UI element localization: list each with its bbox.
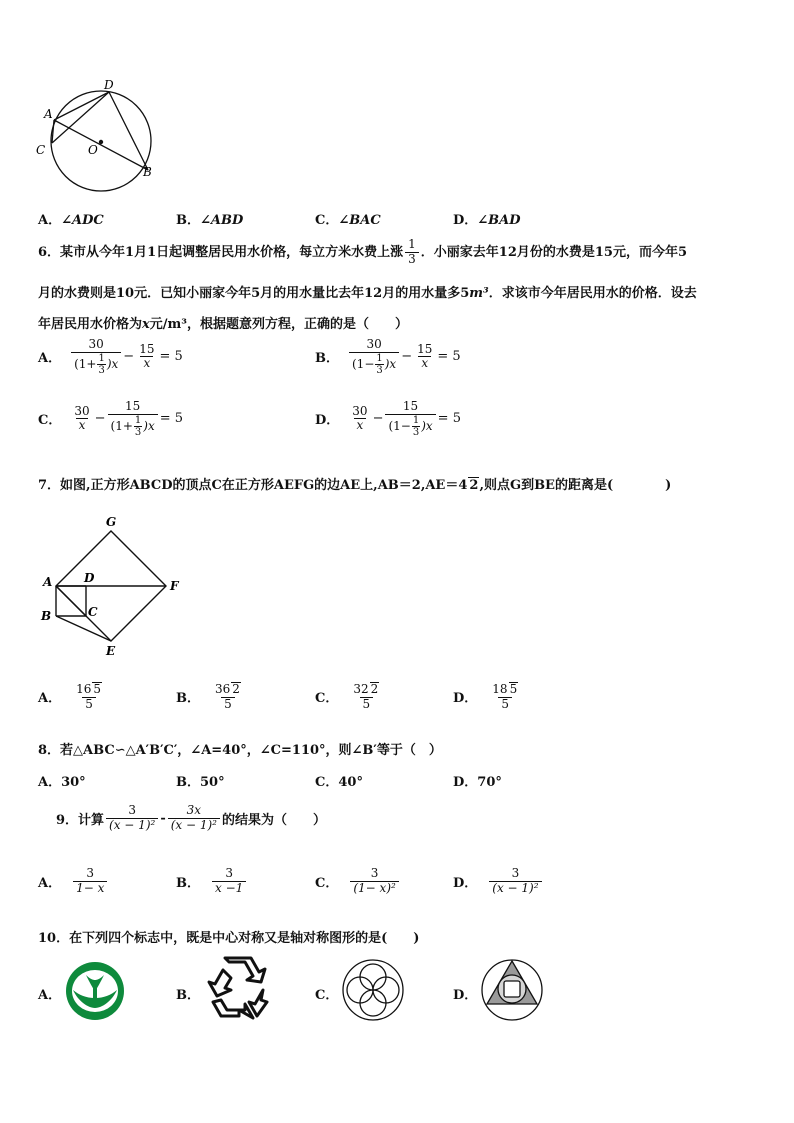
q6-line1: [38, 238, 687, 267]
q7-option-a[interactable]: [38, 682, 107, 712]
coefficient: 36: [215, 682, 231, 696]
den-part: )x: [421, 418, 433, 433]
frac-num: 3: [128, 803, 136, 817]
q6-line3: [38, 313, 408, 332]
frac-den: (x − 1)²: [489, 881, 541, 896]
frac-num: 1: [412, 414, 420, 426]
option-letter: D．: [453, 213, 478, 228]
q5-option-b[interactable]: [176, 209, 243, 228]
option-letter: C．: [315, 691, 339, 707]
option-text: 40°: [338, 775, 363, 790]
minus-sign: −: [401, 349, 413, 365]
frac-num: 3: [511, 866, 520, 880]
q8-option-c[interactable]: [315, 771, 363, 790]
option-letter: B．: [176, 691, 200, 707]
sqrt-symbol: [92, 682, 102, 697]
frac-num: 3: [86, 866, 95, 880]
coefficient: 16: [76, 682, 92, 696]
sqrt-symbol: [468, 477, 479, 493]
q6-text: ．小丽家去年12月份的水费是15元，而今年5: [420, 244, 688, 260]
option-letter: B．: [176, 213, 200, 228]
q8-option-d[interactable]: [453, 771, 502, 790]
fraction: [71, 338, 121, 376]
radicand: 5: [93, 682, 102, 696]
minus-sign: -: [160, 810, 166, 826]
q6-text: ，根据题意列方程，正确的是（ ）: [186, 317, 408, 332]
label-C: C: [36, 143, 46, 157]
fraction: [136, 343, 157, 372]
frac-den: (x − 1)²: [168, 818, 220, 833]
frac-den: [108, 414, 158, 438]
option-letter: A．: [38, 691, 62, 707]
frac-den: 5: [498, 697, 512, 712]
frac-num: 3: [370, 866, 379, 880]
frac-den: 3: [412, 426, 420, 438]
frac-num: 30: [352, 403, 368, 418]
q10-option-d-letter[interactable]: D．: [453, 988, 478, 1003]
equation-rhs: = 5: [159, 349, 183, 365]
frac-den: [71, 352, 121, 376]
option-letter: A．: [38, 351, 62, 367]
frac-num: 3: [225, 866, 233, 880]
frac-den: x: [140, 356, 153, 371]
small-fraction: [412, 415, 420, 438]
frac-num: [73, 682, 105, 697]
fraction: [349, 338, 399, 376]
sqrt-symbol: [370, 682, 380, 697]
fraction: [489, 682, 521, 712]
frac-den: (1− x)²: [350, 881, 398, 896]
label-O: O: [88, 143, 98, 157]
q9-text: 的结果为（ ）: [221, 812, 326, 828]
fraction: [489, 867, 541, 896]
frac-num: [350, 682, 382, 697]
q10-option-b-letter[interactable]: B．: [176, 988, 200, 1003]
label-A: A: [44, 107, 53, 121]
frac-num: 1: [98, 352, 105, 364]
fraction: [71, 405, 92, 434]
option-text: 70°: [477, 775, 502, 790]
label-B: B: [143, 165, 152, 179]
coefficient: 32: [353, 682, 369, 696]
option-text: 50°: [200, 775, 225, 790]
frac-num: 3x: [186, 803, 202, 817]
frac-den: x: [418, 356, 431, 371]
equation-rhs: = 5: [437, 411, 461, 427]
q7-text: ,则点G到BE的距离是( ): [479, 478, 672, 493]
minus-sign: −: [94, 411, 106, 427]
q6-text: 年居民用水价格为: [38, 317, 143, 332]
frac-num: 15: [417, 341, 433, 356]
label-C: C: [88, 605, 98, 619]
q9-option-d[interactable]: [453, 867, 544, 896]
fraction: [73, 682, 105, 712]
frac-den: 3: [376, 364, 383, 376]
option-letter: D．: [453, 775, 478, 790]
frac-den: [349, 352, 399, 376]
q6-var: x: [142, 317, 150, 332]
q6-option-d[interactable]: [315, 400, 461, 438]
option-letter: C．: [38, 413, 62, 429]
label-B: B: [41, 609, 52, 623]
minus-sign: −: [123, 349, 135, 365]
frac-den: 3: [405, 252, 419, 267]
frac-den: 1− x: [73, 881, 107, 896]
label-D: D: [104, 78, 114, 92]
q7-stem: [38, 474, 671, 493]
recycle-logo-icon: [205, 956, 271, 1022]
frac-num: 15: [125, 399, 141, 413]
q7-option-b[interactable]: [176, 682, 246, 712]
frac-den: 5: [360, 697, 374, 712]
option-letter: C．: [315, 213, 339, 228]
coefficient: 18: [492, 682, 508, 696]
frac-num: [212, 682, 244, 697]
label-D: D: [84, 571, 95, 585]
triangle-circle-square-logo-icon: [480, 956, 544, 1022]
q6-text: 月的水费则是10元．已知小丽家今年5月的用水量比去年12月的用水量多5: [38, 286, 470, 301]
frac-den: 3: [134, 426, 142, 438]
frac-den: 5: [82, 697, 96, 712]
den-part: (1+: [110, 418, 133, 433]
fraction: [350, 867, 398, 896]
q9-text: 9．计算: [56, 812, 105, 828]
option-letter: D．: [453, 691, 478, 707]
q8-option-b[interactable]: [176, 771, 225, 790]
frac-num: 1: [134, 414, 142, 426]
label-F: F: [170, 579, 179, 593]
den-part: )x: [106, 356, 119, 371]
q5-option-a[interactable]: [38, 209, 104, 228]
option-letter: A．: [38, 875, 62, 891]
radicand: 5: [509, 682, 518, 696]
q6-option-b[interactable]: [315, 338, 461, 376]
fraction: [73, 867, 107, 896]
fraction: [106, 804, 158, 833]
label-E: E: [106, 644, 116, 658]
option-letter: C．: [315, 775, 339, 790]
frac-num: [489, 682, 521, 697]
option-letter: B．: [315, 351, 339, 367]
fraction: [385, 400, 435, 438]
sqrt-symbol: [509, 682, 519, 697]
q6-option-c[interactable]: [38, 400, 183, 438]
small-fraction: [97, 353, 105, 376]
den-part: )x: [384, 356, 397, 371]
q10-stem: 10．在下列四个标志中，既是中心对称又是轴对称图形的是( ): [38, 931, 420, 946]
den-part: (1−: [352, 356, 375, 371]
q6-text: 6．某市从今年1月1日起调整居民用水价格，每立方米水费上涨: [38, 244, 404, 260]
q5-option-d[interactable]: [453, 209, 521, 228]
frac-den: x: [354, 418, 367, 433]
label-A: A: [43, 575, 53, 589]
radicand: 2: [232, 682, 240, 696]
frac-den: 3: [98, 364, 105, 376]
option-letter: A．: [38, 775, 62, 790]
option-letter: A．: [38, 213, 62, 228]
fraction: [212, 682, 244, 712]
q8-stem: 8．若△ABC∽△A′B′C′，∠A=40°，∠C=110°，则∠B′等于（ ）: [38, 743, 442, 758]
fraction: [108, 400, 158, 438]
option-text: ∠ADC: [61, 213, 104, 228]
option-text: ∠BAC: [338, 213, 381, 228]
equation-rhs: = 5: [437, 349, 461, 365]
frac-num: 1: [376, 352, 383, 364]
option-letter: D．: [315, 413, 340, 429]
fraction: [350, 682, 382, 712]
den-part: (1+: [74, 356, 97, 371]
q8-option-a[interactable]: [38, 771, 86, 790]
q10-option-c-letter[interactable]: C．: [315, 988, 339, 1003]
den-part: (1−: [388, 418, 411, 433]
fraction: [414, 343, 435, 372]
option-text: ∠ABD: [200, 213, 244, 228]
minus-sign: −: [372, 411, 384, 427]
frac-den: (x − 1)²: [106, 818, 158, 833]
sqrt-symbol: [231, 682, 241, 697]
den-part: )x: [143, 418, 155, 433]
q7-text: 7．如图,正方形ABCD的顶点C在正方形AEFG的边AE上,AB＝2,AE＝4: [38, 478, 468, 493]
fraction: [168, 804, 220, 833]
frac-den: 5: [221, 697, 235, 712]
q7-squares-figure: [36, 512, 186, 660]
q6-option-a[interactable]: [38, 338, 183, 376]
fraction: [349, 405, 370, 434]
q9-option-b[interactable]: [176, 867, 248, 896]
q9-option-a[interactable]: [38, 867, 109, 896]
option-letter: C．: [315, 875, 339, 891]
q7-option-c[interactable]: [315, 682, 384, 712]
frac-den: x: [76, 418, 89, 433]
frac-den: x −1: [212, 881, 246, 896]
q10-option-a-letter[interactable]: A．: [38, 988, 62, 1003]
green-food-logo-icon: [64, 961, 126, 1021]
frac-num: 15: [139, 341, 155, 356]
q9-stem: [56, 804, 326, 833]
label-G: G: [106, 515, 117, 529]
small-fraction: [375, 353, 383, 376]
small-fraction: [134, 415, 142, 438]
radicand: 2: [469, 478, 479, 493]
option-letter: D．: [453, 875, 478, 891]
option-text: ∠BAD: [477, 213, 521, 228]
q6-unit: m³: [469, 286, 489, 301]
equation-rhs: = 5: [159, 411, 184, 427]
frac-den: [385, 414, 435, 438]
frac-num: 15: [402, 399, 419, 413]
fraction: [212, 867, 246, 896]
frac-num: 30: [366, 337, 382, 351]
radicand: 2: [370, 682, 379, 696]
q6-fraction-third: [405, 238, 419, 267]
q6-text: ．求该市今年居民用水的价格．设去: [488, 286, 697, 301]
option-letter: B．: [176, 875, 200, 891]
frac-num: 30: [88, 337, 104, 351]
q9-option-c[interactable]: [315, 867, 401, 896]
q7-option-d[interactable]: [453, 682, 523, 712]
q5-circle-figure: [30, 76, 160, 196]
q5-option-c[interactable]: [315, 209, 381, 228]
frac-num: 1: [408, 237, 416, 251]
q6-unit: 元/m³: [149, 317, 187, 332]
option-text: 30°: [61, 775, 86, 790]
four-petal-circle-logo-icon: [340, 958, 406, 1022]
frac-num: 30: [74, 403, 90, 418]
option-letter: B．: [176, 775, 200, 790]
q6-line2: [38, 282, 697, 301]
